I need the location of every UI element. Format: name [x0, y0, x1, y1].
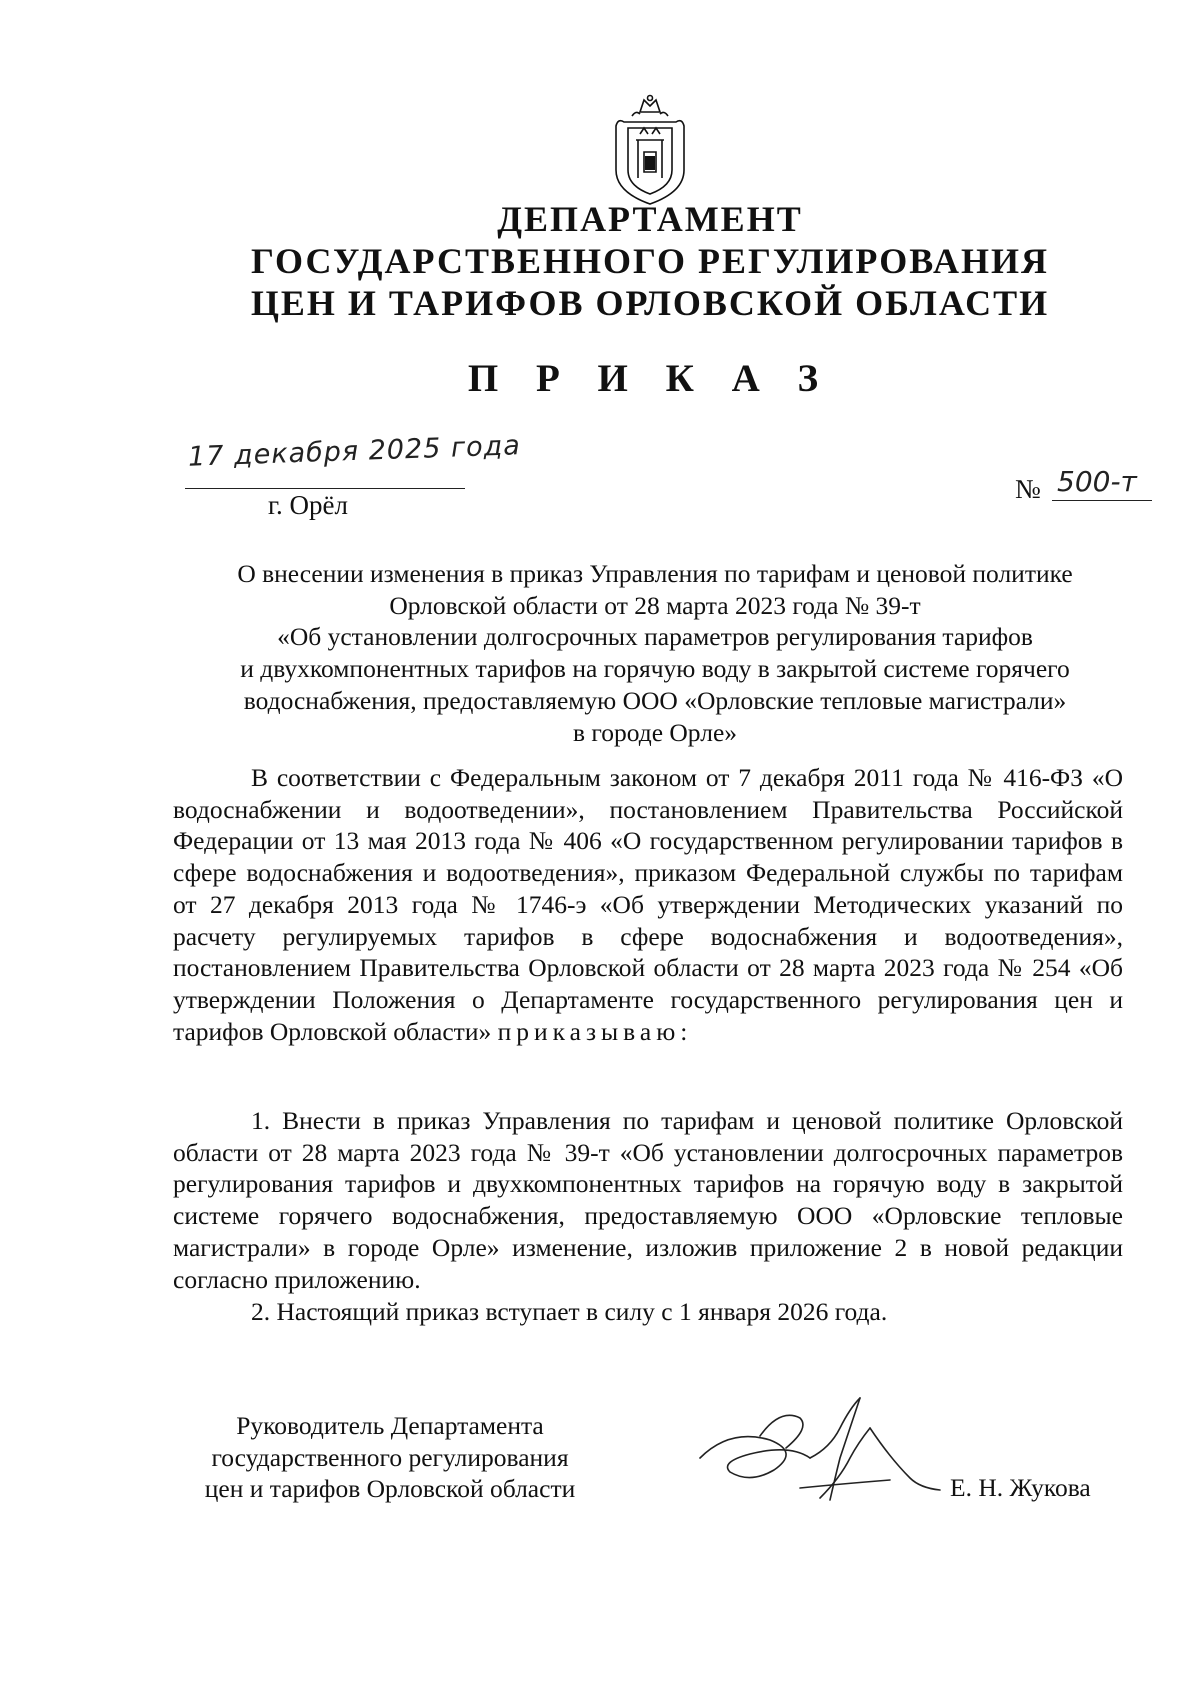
- subject-line: О внесении изменения в приказ Управления по тарифам и ценовой политике: [237, 559, 1073, 588]
- preamble-paragraph: [173, 762, 1123, 1047]
- department-name-line3: ЦЕН И ТАРИФОВ ОРЛОВСКОЙ ОБЛАСТИ: [250, 283, 1050, 323]
- handwritten-signature: [690, 1388, 950, 1518]
- handwritten-number: 500-т: [1057, 465, 1137, 498]
- subject-line: «Об установлении долгосрочных параметров регулирования тарифов: [277, 622, 1033, 652]
- order-word: приказываю:: [497, 1016, 693, 1046]
- coat-of-arms-icon: [610, 92, 690, 208]
- number-label: №: [1015, 474, 1041, 504]
- order-item-2-text: 2. Настоящий приказ вступает в силу с 1 января 2026 года.: [251, 1297, 888, 1326]
- document-title: П Р И К А З: [467, 357, 833, 400]
- number-underline: [1052, 500, 1152, 501]
- department-name-line1: ДЕПАРТАМЕНТ: [497, 199, 803, 239]
- handwritten-date: 17 декабря 2025 года: [187, 430, 522, 473]
- department-name-line2: ГОСУДАРСТВЕННОГО РЕГУЛИРОВАНИЯ: [251, 241, 1049, 281]
- preamble-text: В соответствии с Федеральным законом от 7 декабря 2011 года № 416-ФЗ «О водоснабжении и водоотведении», постановлением Правительства Российской Федерации от 13 мая 2013 года № 406 «О государственном регулировании тарифов в сфере водоснабжения и водоотведения», приказом Федеральной службы по тарифам от 27 декабря 2013 года № 1746-э «Об утверждении Методических указаний по расчету регулируемых тарифов в сфере водоснабжения и водоотведения», постановлением Правительства Орловской области от 28 марта 2023 года № 254 «Об утверждении Положения о Департаменте государственного регулирования цен и тарифов Орловской области»: [173, 763, 1123, 1046]
- order-item-1-text: 1. Внести в приказ Управления по тарифам и ценовой политике Орловской области от 28 марта 2023 года № 39-т «Об установлении долгосрочных параметров регулирования тарифов и двухкомпонентных тарифов на горячую воду в закрытой системе горячего водоснабжения, предоставляемую ООО «Орловские тепловые магистрали» в городе Орле» изменение, изложив приложение 2 в новой редакции согласно приложению.: [173, 1106, 1123, 1294]
- subject-line: в городе Орле»: [572, 717, 738, 747]
- order-item-2: [173, 1296, 1123, 1328]
- city: г. Орёл: [268, 490, 348, 520]
- subject-line: Орловской области от 28 марта 2023 года № 39-т: [389, 590, 921, 620]
- order-item-1: [173, 1105, 1123, 1295]
- signatory-title-line: цен и тарифов Орловской области: [204, 1474, 576, 1504]
- document-subject: [190, 558, 1120, 748]
- subject-line: и двухкомпонентных тарифов на горячую воду в закрытой системе горячего: [240, 654, 1070, 684]
- signatory-name: Е. Н. Жукова: [950, 1473, 1091, 1502]
- signatory-title-line: государственного регулирования: [211, 1442, 569, 1472]
- signatory-title: [185, 1410, 595, 1505]
- date-underline: [185, 488, 465, 489]
- signatory-title-line: Руководитель Департамента: [236, 1411, 544, 1440]
- subject-line: водоснабжения, предоставляемую ООО «Орловские тепловые магистрали»: [243, 685, 1067, 715]
